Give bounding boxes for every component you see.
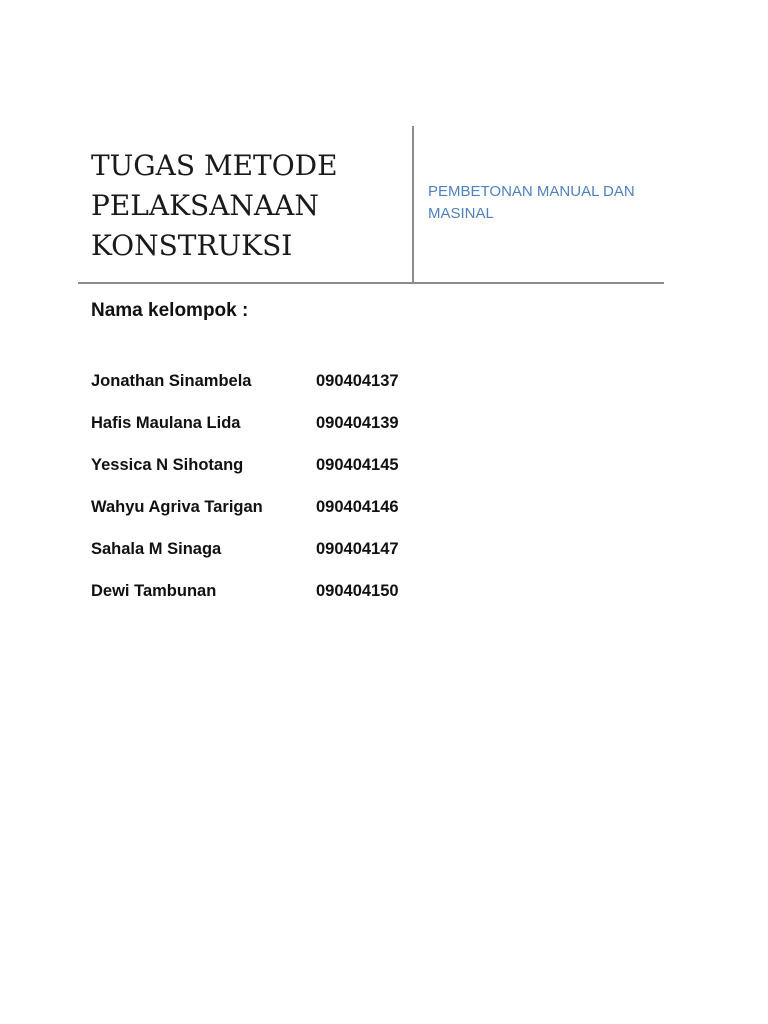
member-name: Jonathan Sinambela [91,372,252,390]
title-line: TUGAS METODE [91,149,338,182]
member-row [91,540,491,582]
document-title [91,146,401,266]
member-name: Sahala M Sinaga [91,540,222,558]
member-row [91,582,491,624]
member-row [91,414,491,456]
cover-header [78,126,664,284]
header-divider [412,126,414,282]
title-line: PELAKSANAAN [91,189,319,222]
member-id: 090404150 [316,582,399,600]
member-id: 090404139 [316,414,399,432]
member-id: 090404145 [316,456,399,474]
member-name: Dewi Tambunan [91,582,217,600]
document-subtitle [428,181,658,225]
subtitle-line: PEMBETONAN MANUAL DAN [428,183,635,200]
member-id: 090404146 [316,498,399,516]
member-id: 090404137 [316,372,399,390]
member-list [91,372,491,624]
group-heading: Nama kelompok : [91,300,249,321]
member-id: 090404147 [316,540,399,558]
member-name: Hafis Maulana Lida [91,414,241,432]
member-row [91,372,491,414]
subtitle-line: MASINAL [428,205,494,222]
title-line: KONSTRUKSI [91,229,293,262]
member-row [91,498,491,540]
member-row [91,456,491,498]
member-name: Yessica N Sihotang [91,456,244,474]
member-name: Wahyu Agriva Tarigan [91,498,263,516]
